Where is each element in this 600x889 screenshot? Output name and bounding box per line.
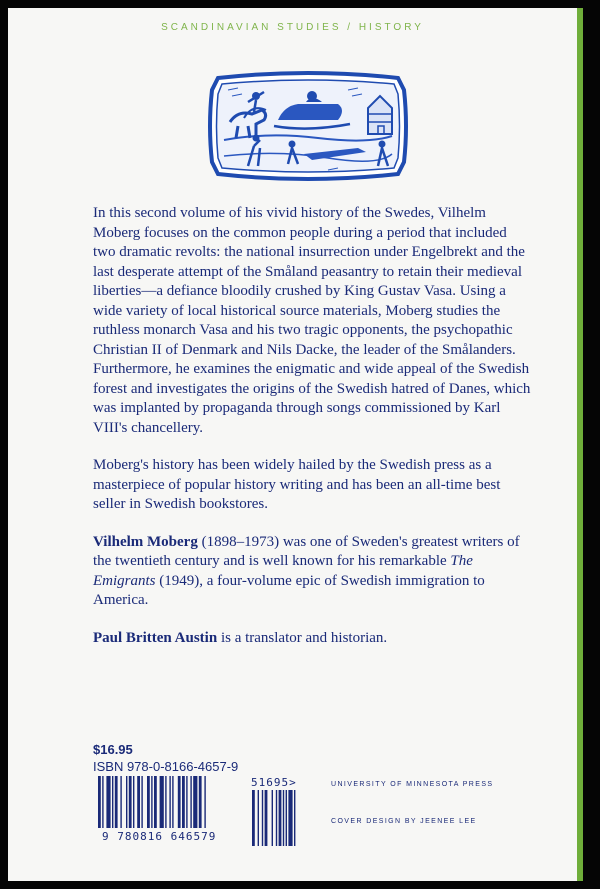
- isbn: ISBN 978-0-8166-4657-9: [93, 759, 239, 774]
- barcode-addon-number: 51695>: [251, 776, 297, 789]
- blurb-paragraph-2: Moberg's history has been widely hailed by the Swedish press as a masterpiece of popular history writing and has been an all-time best seller in Swedish bookstores.: [93, 457, 501, 512]
- author-bio-after: (1949), a four-volume epic of Swedish immigration to America.: [93, 572, 485, 608]
- back-cover: [8, 8, 583, 881]
- cover-design-credit: COVER DESIGN BY JEENEE LEE: [331, 818, 477, 825]
- translator-bio: [93, 629, 533, 649]
- author-bio-before: (1898–1973) was one of Sweden's greatest writers of the twentieth century and is well known for his remarkable: [93, 533, 520, 569]
- translator-bio-text: is a translator and historian.: [217, 629, 388, 646]
- author-work-title: The Emigrants: [93, 553, 473, 589]
- author-name: Vilhelm Moberg: [93, 533, 198, 550]
- translator-name: Paul Britten Austin: [93, 629, 218, 646]
- blurb-paragraph-1: In this second volume of his vivid history of the Swedes, Vilhelm Moberg focuses on the common people during a period that included two dramatic revolts: the national insurrection under Engelbrekt and the last desperate attempt of the Småland peasantry to retain their medieval liberties—a defiance bloodily crushed by King Gustav Vasa. Using a wide variety of local historical source materials, Moberg studies the ruthless monarch Vasa and his two tragic opponents, the psychopathic Christian II of Denmark and Nils Dacke, the leader of the Smålanders. Furthermore, he examines the enigmatic and wide appeal of the Swedish forest and investigates the origins of the Swedish hatred of Danes, which was implanted by propaganda through songs commissioned by Karl VIII's chancellery.: [93, 205, 531, 436]
- woodcut-illustration: [208, 70, 408, 182]
- blurb: [93, 204, 533, 664]
- publisher-imprint: UNIVERSITY OF MINNESOTA PRESS: [331, 781, 494, 788]
- price: $16.95: [93, 742, 133, 757]
- barcode-number: 9 780816 646579: [102, 830, 217, 843]
- author-bio: [93, 533, 533, 611]
- series-label: SCANDINAVIAN STUDIES / HISTORY: [161, 22, 424, 33]
